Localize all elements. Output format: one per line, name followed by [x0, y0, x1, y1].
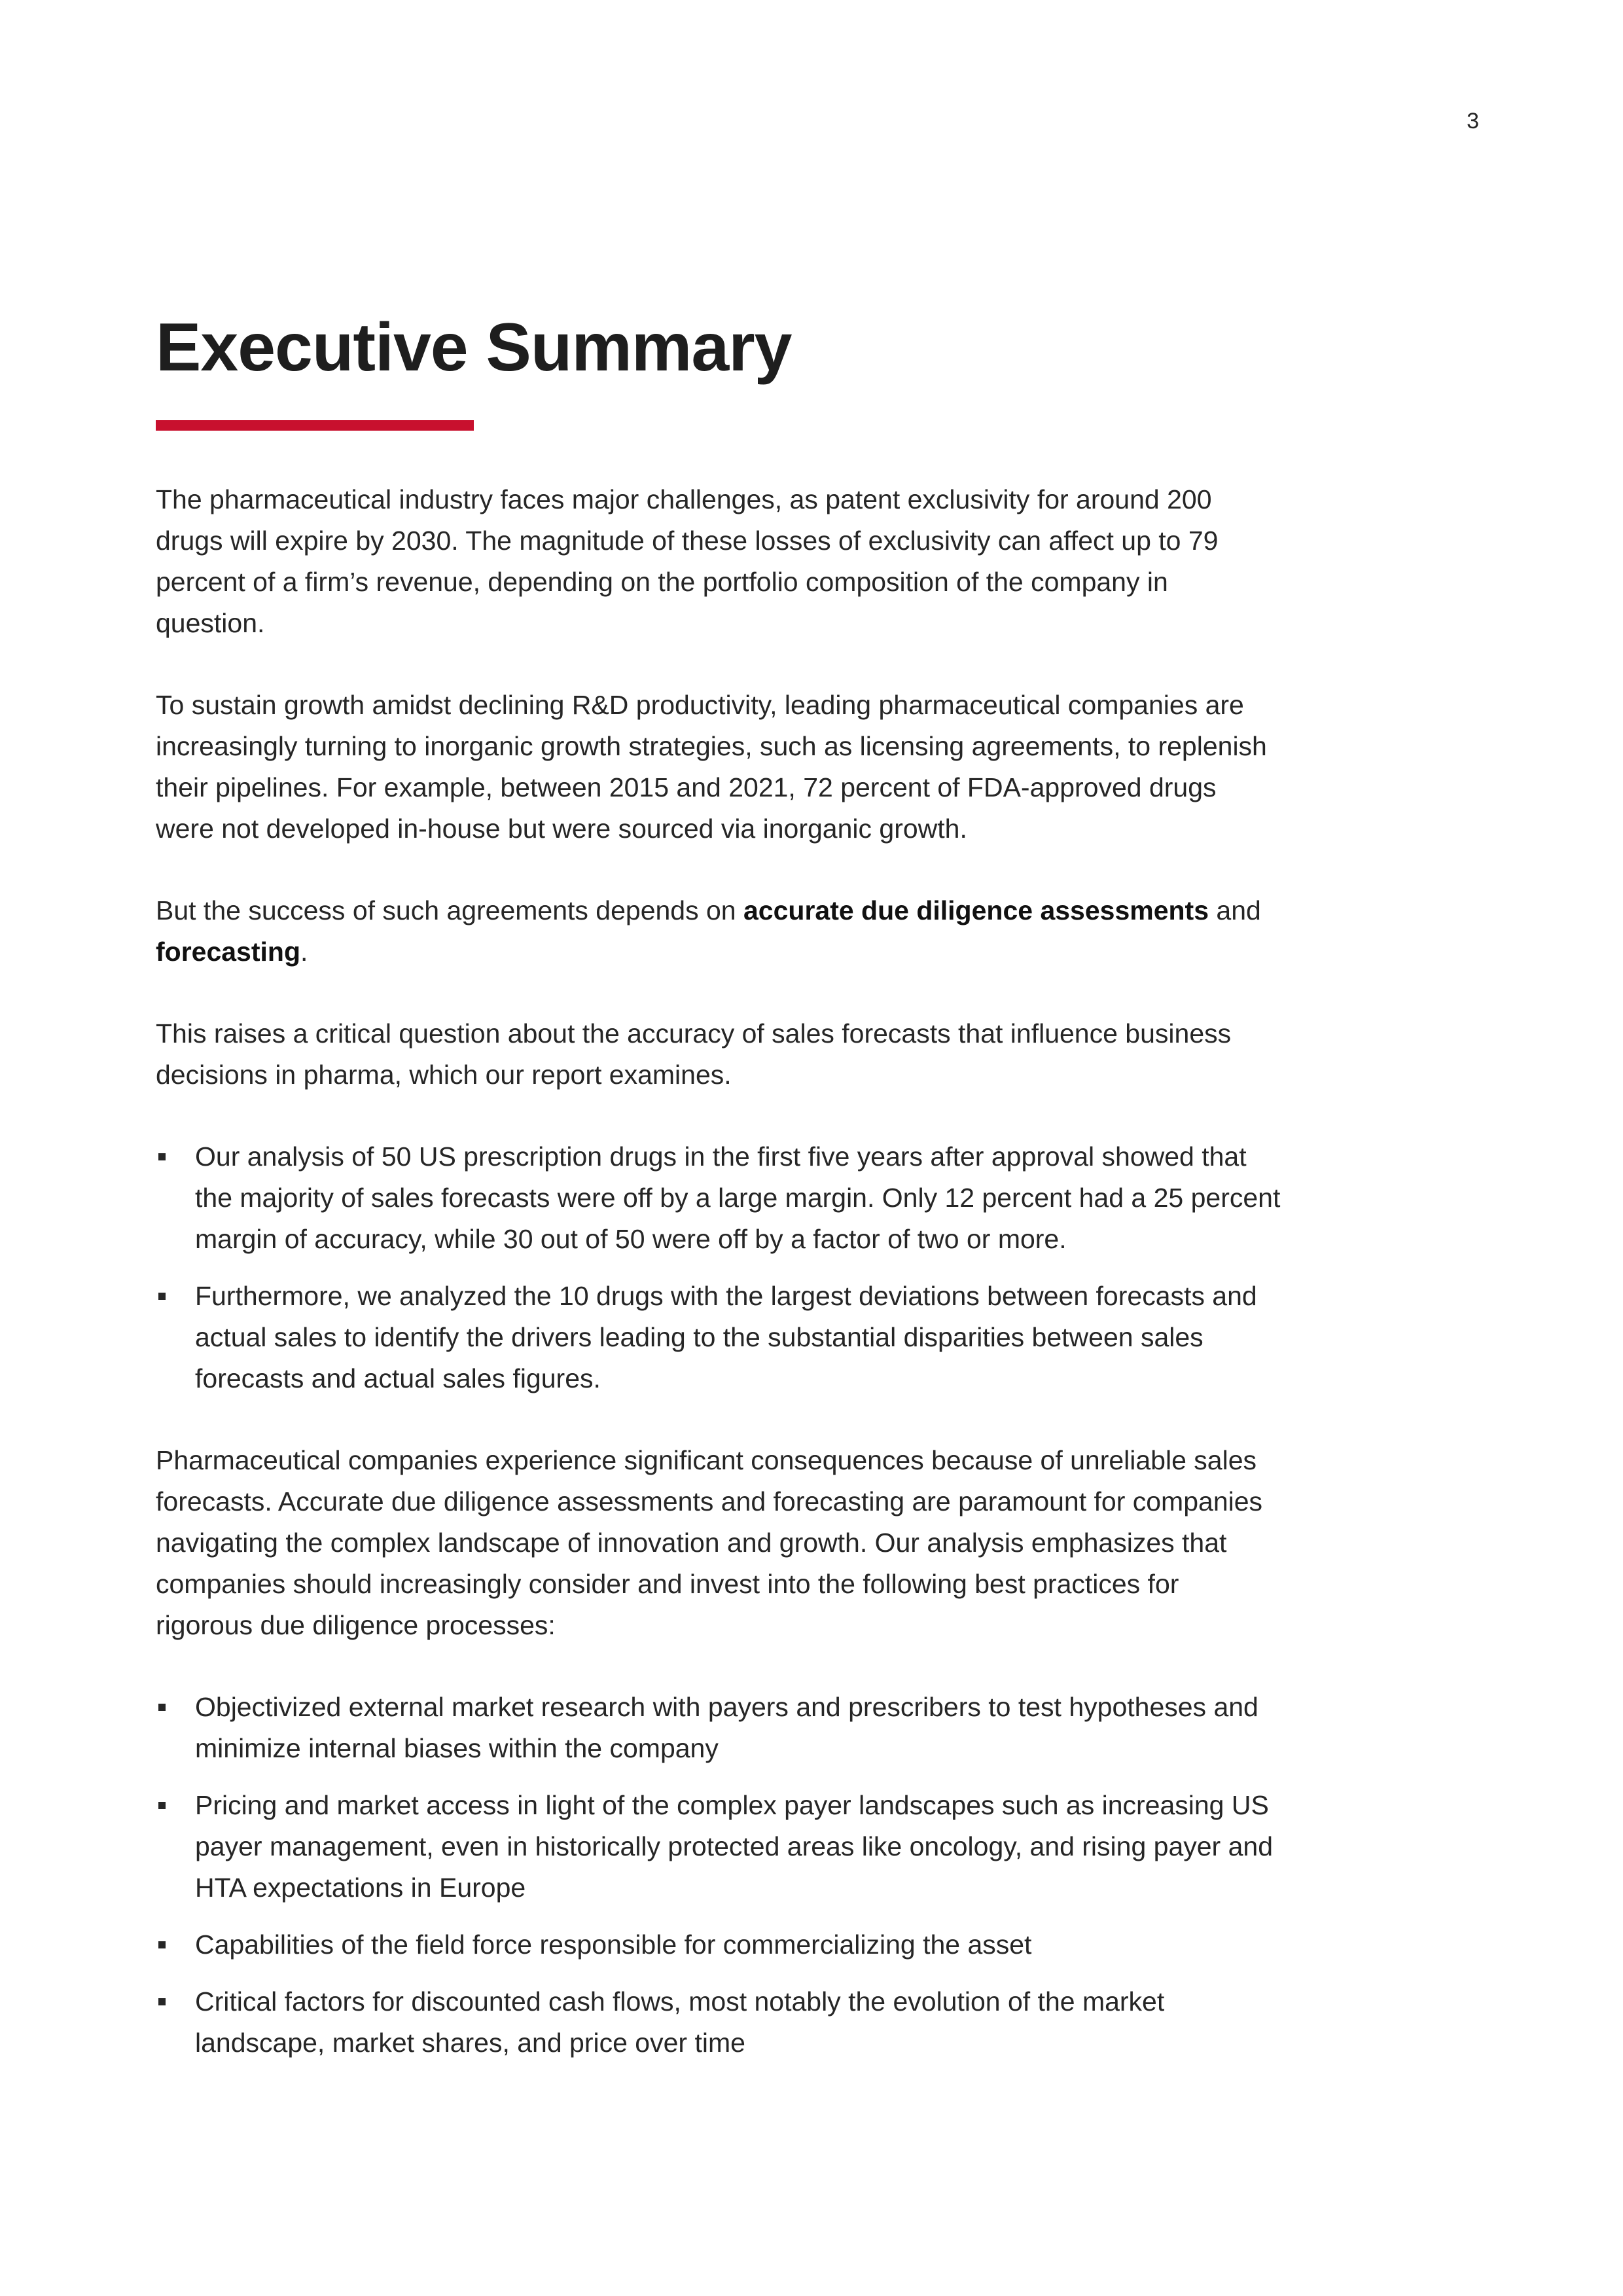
findings-list: [156, 1136, 1281, 1399]
list-item: [156, 1687, 1281, 1769]
list-item-text: Critical factors for discounted cash flows, most notably the evolution of the market landscape, market shares, and price over time: [195, 1986, 1165, 2058]
list-item-text: Our analysis of 50 US prescription drugs in the first five years after approval showed that the majority of sales forecasts were off by a large margin. Only 12 percent had a 25 percent margin of accuracy, while 30 out of 50 were off by a factor of two or more.: [195, 1141, 1281, 1254]
square-bullet-icon: [158, 1153, 166, 1160]
list-item: [156, 1785, 1281, 1909]
bold-due-diligence: accurate due diligence assessments: [743, 895, 1209, 925]
square-bullet-icon: [158, 1704, 166, 1711]
square-bullet-icon: [158, 1802, 166, 1809]
list-item: [156, 1981, 1281, 2064]
list-item: [156, 1276, 1281, 1399]
title-accent-rule: [156, 420, 474, 431]
square-bullet-icon: [158, 1293, 166, 1300]
paragraph-consequences: Pharmaceutical companies experience significant consequences because of unreliable sales forecasts. Accurate due diligence assessments and forecasting are paramount for companies navigating the complex landscape of innovation and growth. Our analysis emphasizes that companies should increasingly consider and invest into the following best practices for rigorous due diligence processes:: [156, 1445, 1263, 1640]
square-bullet-icon: [158, 1998, 166, 2005]
page-number: 3: [1467, 109, 1479, 134]
list-item: [156, 1924, 1281, 1965]
paragraph-inorganic-growth: To sustain growth amidst declining R&D productivity, leading pharmaceutical companies are increasingly turning to inorganic growth strategies, such as licensing agreements, to replenish their pipelines. For example, between 2015 and 2021, 72 percent of FDA-approved drugs were not developed in-house but were sourced via inorganic growth.: [156, 690, 1267, 844]
bold-forecasting: forecasting: [156, 937, 300, 967]
text-segment: .: [300, 937, 308, 967]
list-item-text: Capabilities of the field force responsible for commercializing the asset: [195, 1929, 1032, 1960]
page-title: Executive Summary: [156, 310, 792, 386]
list-item-text: Objectivized external market research with payers and prescribers to test hypotheses and minimize internal biases within the company: [195, 1692, 1258, 1763]
list-item-text: Pricing and market access in light of the complex payer landscapes such as increasing US payer management, even in historically protected areas like oncology, and rising payer and HTA expectations in Europe: [195, 1790, 1274, 1903]
best-practices-list: [156, 1687, 1281, 2064]
paragraph-patent-challenges: The pharmaceutical industry faces major challenges, as patent exclusivity for around 200 drugs will expire by 2030. The magnitude of these losses of exclusivity can affect up to 79 percent of a firm’s revenue, depending on the portfolio composition of the company in question.: [156, 484, 1219, 638]
list-item: [156, 1136, 1281, 1260]
body-text: [156, 479, 1281, 2104]
list-item-text: Furthermore, we analyzed the 10 drugs with the largest deviations between forecasts and actual sales to identify the drivers leading to the substantial disparities between sales forecasts and actual sales figures.: [195, 1281, 1257, 1393]
paragraph-success-factors: [156, 890, 1281, 973]
square-bullet-icon: [158, 1941, 166, 1948]
text-segment: But the success of such agreements depends on: [156, 895, 743, 925]
paragraph-critical-question: This raises a critical question about the accuracy of sales forecasts that influence business decisions in pharma, which our report examines.: [156, 1018, 1232, 1090]
text-segment: and: [1209, 895, 1261, 925]
